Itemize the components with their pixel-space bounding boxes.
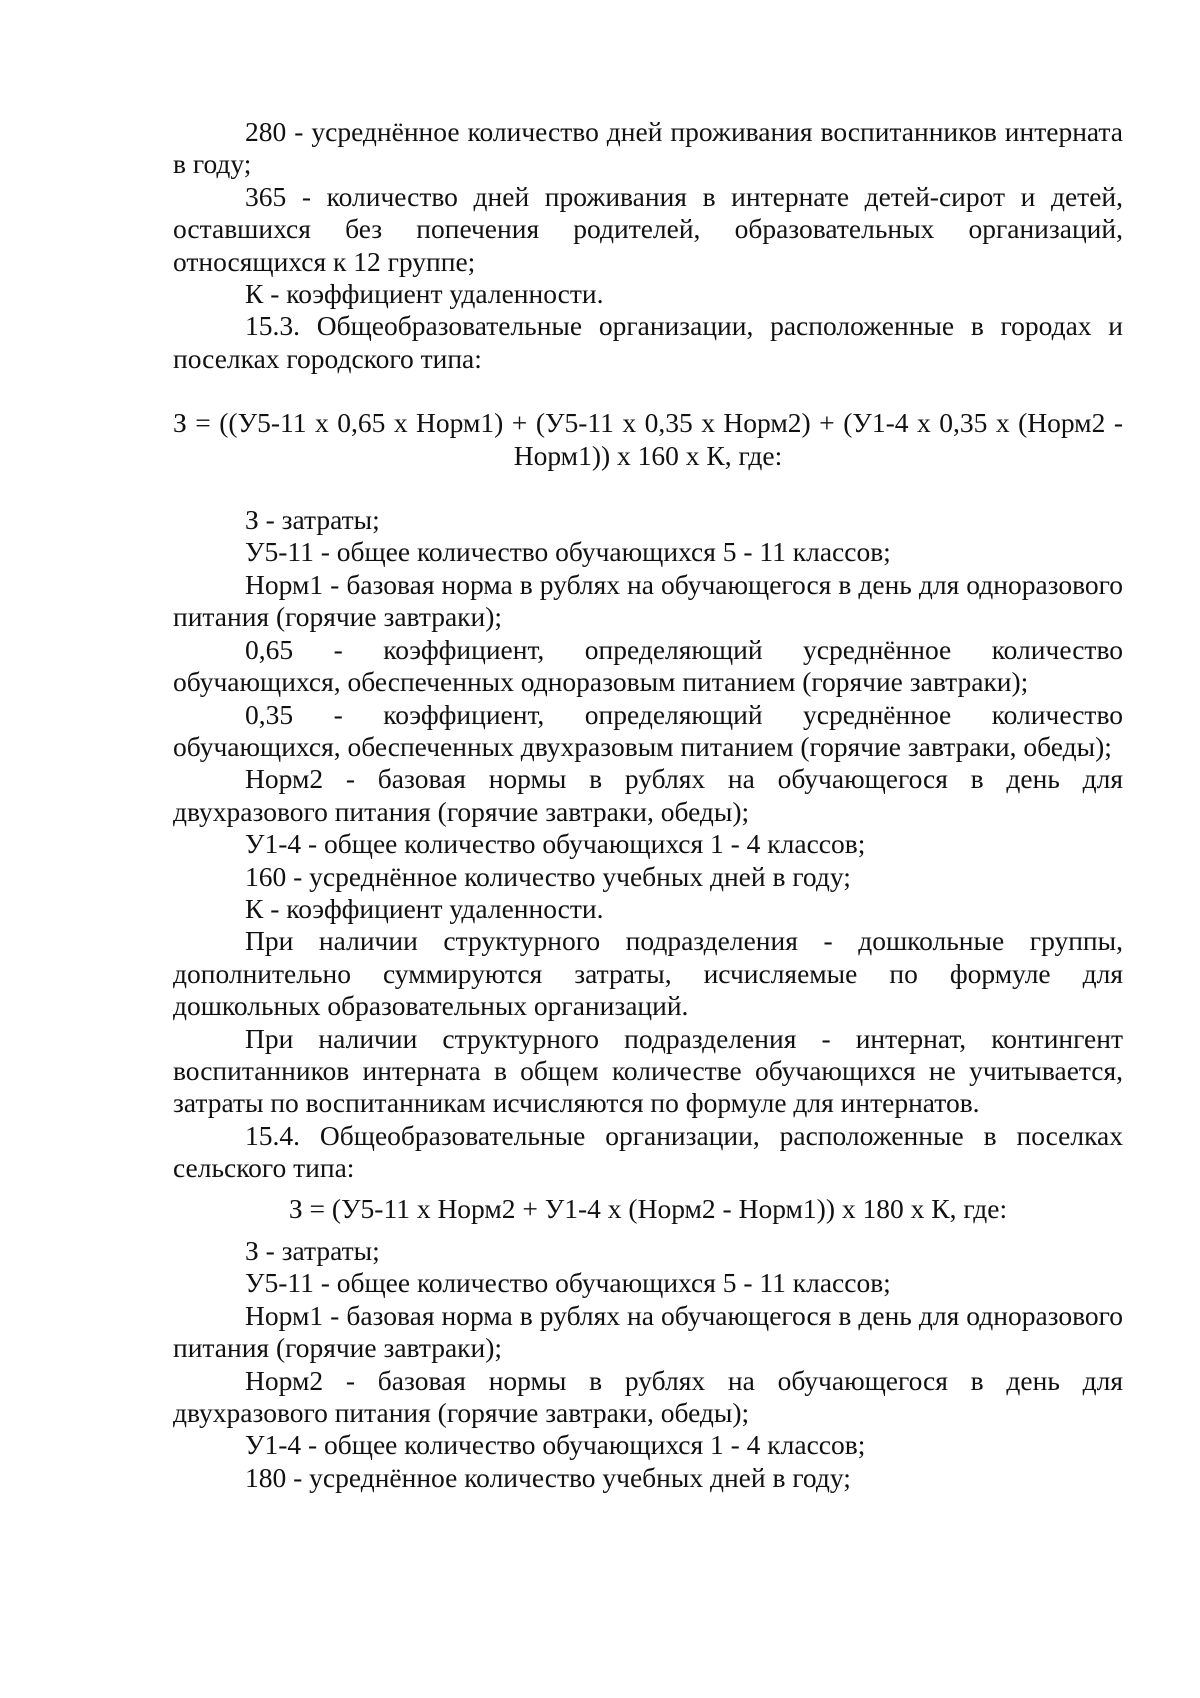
- formula-urban-schools: З = ((У5-11 х 0,65 х Норм1) + (У5-11 х 0,35 х Норм2) + (У1-4 х 0,35 х (Норм2 - Норм1)) х 160 х К, где:: [173, 407, 1123, 471]
- definition-z-2: З - затраты;: [245, 1235, 380, 1266]
- document-body: [173, 116, 1123, 1494]
- definition-k: К - коэффициент удаленности.: [245, 892, 604, 924]
- definition-0-65: 0,65 - коэффициент, определяющий усреднённое количество обучающихся, обеспеченных одноразовым питанием (горячие завтраки);: [173, 633, 1123, 698]
- formula-rural-schools: З = (У5-11 х Норм2 + У1-4 х (Норм2 - Норм1)) х 180 х К, где:: [288, 1192, 1008, 1224]
- definition-norm1-2: Норм1 - базовая норма в рублях на обучающегося в день для одноразового питания (горячие завтраки);: [173, 1299, 1123, 1364]
- definition-norm1: Норм1 - базовая норма в рублях на обучающегося в день для одноразового питания (горячие завтраки);: [173, 568, 1123, 633]
- definition-u1-4: У1-4 - общее количество обучающихся 1 - 4 классов;: [245, 828, 866, 860]
- definition-z: З - затраты;: [245, 504, 380, 536]
- definition-norm2: Норм2 - базовая нормы в рублях на обучающегося в день для двухразового питания (горячие завтраки, обеды);: [173, 763, 1123, 827]
- definition-160-days: 160 - усреднённое количество учебных дней в году;: [245, 860, 851, 892]
- definition-norm2-2: Норм2 - базовая нормы в рублях на обучающегося в день для двухразового питания (горячие завтраки, обеды);: [173, 1364, 1123, 1429]
- definition-u5-11: У5-11 - общее количество обучающихся 5 - 11 классов;: [245, 536, 891, 568]
- paragraph-280-days: 280 - усреднённое количество дней проживания воспитанников интерната в году;: [173, 116, 1123, 180]
- section-15-3-heading: 15.3. Общеобразовательные организации, расположенные в городах и поселках городского типа:: [173, 310, 1123, 374]
- definition-u5-11-2: У5-11 - общее количество обучающихся 5 - 11 классов;: [245, 1267, 891, 1299]
- paragraph-preschool-groups: При наличии структурного подразделения - дошкольные группы, дополнительно суммируются затраты, исчисляемые по формуле для дошкольных образовательных организаций.: [173, 925, 1123, 1022]
- section-15-4-heading: 15.4. Общеобразовательные организации, расположенные в поселках сельского типа:: [173, 1119, 1123, 1184]
- definition-180-days: 180 - усреднённое количество учебных дней в году;: [245, 1461, 851, 1493]
- definition-u1-4-2: У1-4 - общее количество обучающихся 1 - 4 классов;: [245, 1429, 866, 1461]
- paragraph-boarding-school: При наличии структурного подразделения - интернат, контингент воспитанников интерната в общем количестве обучающихся не учитывается, затраты по воспитанникам исчисляются по формуле для интернатов.: [173, 1022, 1123, 1119]
- definition-0-35: 0,35 - коэффициент, определяющий усреднённое количество обучающихся, обеспеченных двухразовым питанием (горячие завтраки, обеды);: [173, 698, 1123, 762]
- paragraph-k-coefficient: К - коэффициент удаленности.: [245, 278, 604, 310]
- paragraph-365-days: 365 - количество дней проживания в интернате детей-сирот и детей, оставшихся без попечения родителей, образовательных организаций, относящихся к 12 группе;: [173, 180, 1123, 277]
